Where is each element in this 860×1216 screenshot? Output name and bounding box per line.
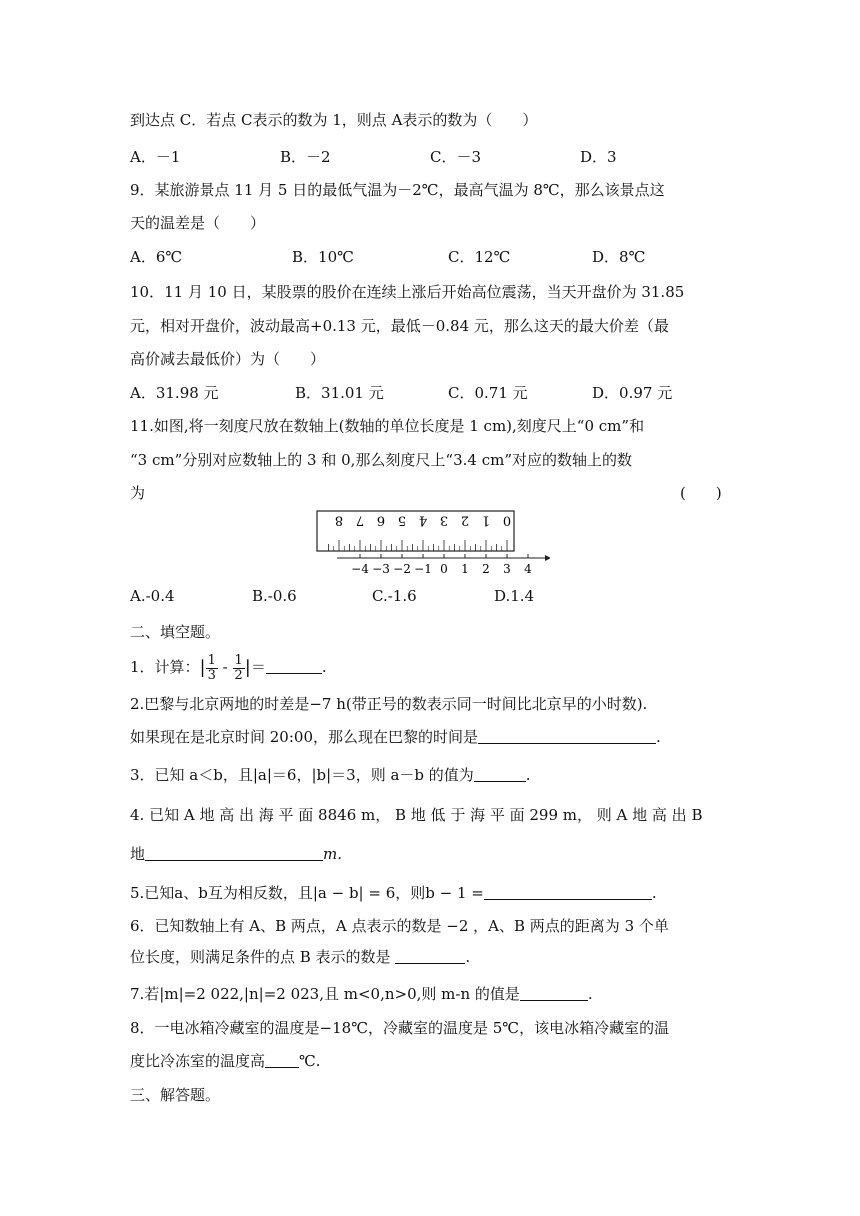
q8-option-c: C．－3: [430, 148, 482, 166]
fill8-answer-blank[interactable]: [265, 1051, 299, 1068]
number-axis-labels: [351, 562, 532, 576]
fill3-end: .: [525, 766, 531, 784]
q9-stem-line2: 天的温差是（ ）: [130, 214, 266, 232]
fill6-end: .: [465, 948, 471, 966]
axis-label: 0: [440, 562, 448, 576]
q11-option-c: C.-1.6: [372, 587, 417, 605]
axis-label: −2: [393, 562, 411, 576]
fraction-numerator: 1: [207, 652, 216, 668]
axis-label: 2: [482, 562, 490, 576]
ruler-label: 7: [355, 512, 365, 528]
fill3: [130, 765, 531, 785]
section-title-solve: 三、解答题。: [130, 1086, 221, 1104]
q8-option-b: B．－2: [280, 148, 331, 166]
fraction-denominator: 2: [234, 667, 243, 683]
q10-option-b: B．31.01 元: [295, 384, 384, 402]
fill8-text: 度比冷冻室的温度高: [130, 1052, 266, 1070]
axis-label: 1: [461, 562, 469, 576]
fill5-text: 5.已知a、b互为相反数，且|a − b| = 6，则b − 1 =: [130, 884, 484, 902]
fraction-numerator: 1: [234, 652, 243, 668]
fraction-one-half: [233, 654, 245, 683]
q9-option-c: C．12℃: [448, 248, 511, 266]
q10-stem-line2: 元，相对开盘价，波动最高+0.13 元，最低－0.84 元，那么这天的最大价差（最: [130, 317, 669, 335]
fill8-line2: [130, 1051, 321, 1071]
q10-option-d: D．0.97 元: [592, 384, 673, 402]
fill1-answer-blank[interactable]: [266, 657, 322, 674]
ruler-label: 5: [397, 512, 407, 528]
fill8-end: ℃.: [299, 1052, 321, 1070]
fill4-line2: [130, 844, 342, 864]
fill6-line1: 6．已知数轴上有 A、B 两点，A 点表示的数是 −2 ，A、B 两点的距离为 3 个单: [130, 917, 669, 935]
ruler-labels: [335, 513, 511, 528]
q10-option-a: A．31.98 元: [130, 384, 219, 402]
q10-option-c: C．0.71 元: [448, 384, 528, 402]
ruler-label: 3: [439, 512, 449, 528]
abs-bar-right: |: [244, 657, 251, 678]
ruler-label: 2: [460, 512, 470, 528]
fill3-text: 3．已知 a＜b，且|a|＝6，|b|＝3，则 a－b 的值为: [130, 766, 474, 784]
q10-stem-line1: 10．11 月 10 日，某股票的股价在连续上涨后开始高位震荡，当天开盘价为 31.85: [130, 283, 685, 301]
ruler-figure: [315, 510, 550, 580]
fill7: [130, 984, 593, 1004]
q11-option-d: D.1.4: [494, 587, 535, 605]
fill5-answer-blank[interactable]: [484, 883, 652, 900]
fill7-end: .: [587, 985, 593, 1003]
fill8-line1: 8．一电冰箱冷藏室的温度是−18℃，冷藏室的温度是 5℃，该电冰箱冷藏室的温: [130, 1019, 670, 1037]
axis-label: 3: [503, 562, 511, 576]
q9-option-a: A．6℃: [130, 248, 183, 266]
axis-label: −1: [414, 562, 432, 576]
fill1-prefix: 1．计算：: [130, 658, 200, 676]
number-axis-ticks: [360, 554, 528, 558]
q8-option-a: A．－1: [130, 148, 181, 166]
q9-option-d: D．8℃: [592, 248, 646, 266]
number-axis-arrow: [545, 555, 550, 561]
fill2-text: 如果现在是北京时间 20:00，那么现在巴黎的时间是: [130, 728, 478, 746]
q11-stem-line2: “3 cm”分别对应数轴上的 3 和 0,那么刻度尺上“3.4 cm”对应的数轴上的数: [130, 451, 633, 469]
q10-stem-line3: 高价减去最低价）为（ ）: [130, 350, 326, 368]
fill6-line2: [130, 947, 470, 967]
fill4-unit: m.: [323, 845, 343, 863]
ruler-label: 6: [376, 512, 386, 528]
q11-stem-line3: 为: [130, 484, 146, 502]
fill7-text: 7.若|m|=2 022,|n|=2 023,且 m<0,n>0,则 m-n 的值是: [130, 985, 520, 1003]
fraction-one-third: [206, 654, 218, 683]
fill1: 1．计算：| $\frac{1}{3}$ - $\frac{1}{2}$ |＝ .: [130, 652, 327, 683]
section-title-fill-in: 二、填空题。: [130, 623, 221, 641]
fill6-text: 位长度，则满足条件的点 B 表示的数是: [130, 948, 391, 966]
ruler-label: 8: [334, 512, 344, 528]
fill2-line1: 2.巴黎与北京两地的时差是−7 h(带正号的数表示同一时间比北京早的小时数).: [130, 695, 648, 713]
q11-option-a: A.-0.4: [130, 587, 175, 605]
ruler-ticks: [329, 540, 508, 551]
abs-bar-left: |: [199, 657, 206, 678]
fill2-line2: [130, 727, 661, 747]
q9-stem-line1: 9．某旅游景点 11 月 5 日的最低气温为－2℃，最高气温为 8℃，那么该景点这: [130, 181, 665, 199]
axis-label: 4: [524, 562, 532, 576]
fill6-answer-blank[interactable]: [395, 947, 465, 964]
q9-option-b: B．10℃: [292, 248, 354, 266]
fill4-line1: 4. 已知 A 地 高 出 海 平 面 8846 m， B 地 低 于 海 平 面 299 m， 则 A 地 高 出 B: [130, 806, 703, 824]
ruler-label: 1: [481, 512, 491, 528]
q11-answer-paren: ( ): [680, 484, 722, 502]
fill4-answer-blank[interactable]: [145, 844, 323, 861]
q8-option-d: D．3: [580, 148, 617, 166]
fill3-answer-blank[interactable]: [474, 765, 526, 782]
fraction-denominator: 3: [207, 667, 216, 683]
axis-label: −4: [351, 562, 369, 576]
fill4-text: 地: [130, 845, 146, 863]
fill7-answer-blank[interactable]: [520, 984, 588, 1001]
ruler-label: 4: [418, 512, 428, 528]
fill5: [130, 883, 657, 903]
fill2-end: .: [656, 728, 661, 746]
fill5-end: .: [651, 884, 657, 902]
ruler-label: 0: [502, 512, 512, 528]
q11-stem-line1: 11.如图,将一刻度尺放在数轴上(数轴的单位长度是 1 cm),刻度尺上“0 cm”和: [130, 417, 645, 435]
q8-stem: 到达点 C．若点 C表示的数为 1，则点 A表示的数为（ ）: [130, 111, 538, 129]
fill1-end: .: [321, 658, 327, 676]
fill2-answer-blank[interactable]: [478, 727, 656, 744]
ruler-number-line-diagram: [315, 510, 550, 580]
equals-sign: ＝: [250, 658, 266, 676]
axis-label: −3: [372, 562, 390, 576]
q11-option-b: B.-0.6: [252, 587, 297, 605]
